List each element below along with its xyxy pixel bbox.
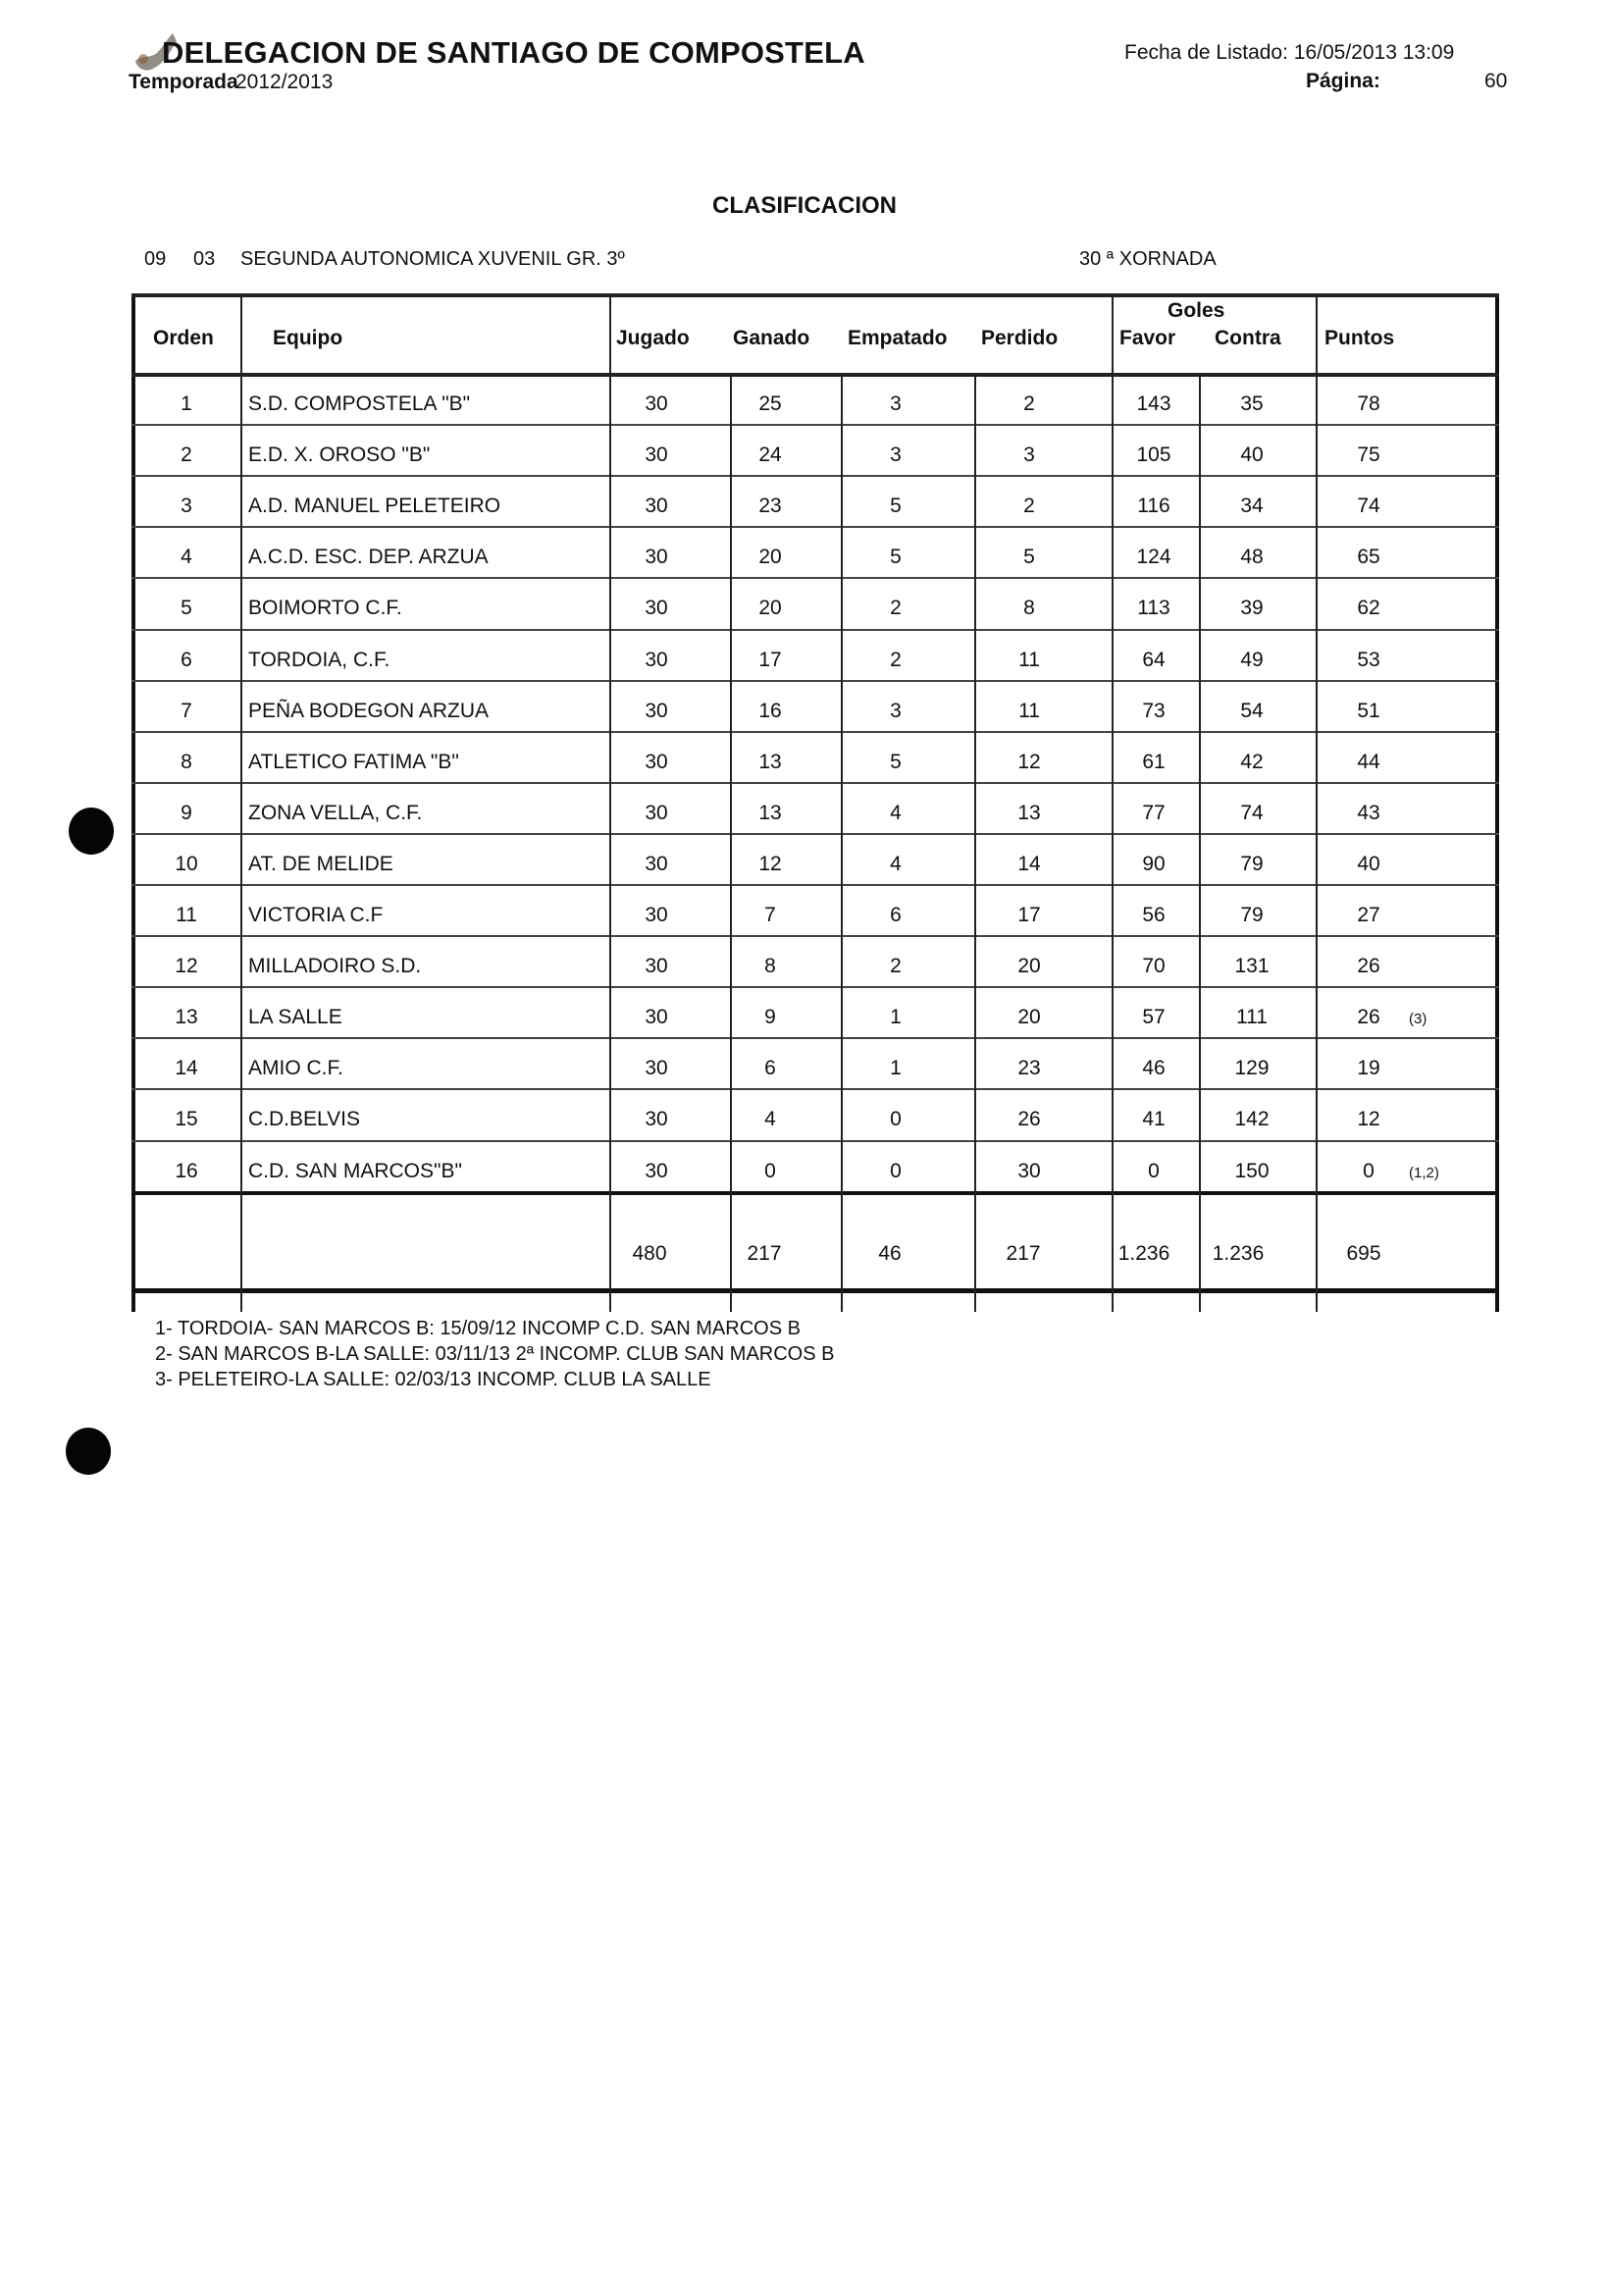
cell-puntos: 62 xyxy=(1357,597,1380,620)
cell-ganado: 17 xyxy=(758,648,782,671)
cell-orden: 4 xyxy=(181,546,192,569)
cell-orden: 2 xyxy=(181,444,192,467)
cell-perdido: 12 xyxy=(1017,750,1041,773)
cell-empatado: 2 xyxy=(890,955,902,978)
cell-puntos: 74 xyxy=(1357,495,1380,518)
cell-puntos: 51 xyxy=(1357,699,1380,722)
row-separator xyxy=(131,884,1499,886)
cell-perdido: 3 xyxy=(1023,444,1035,467)
cell-perdido: 14 xyxy=(1017,852,1041,875)
cell-perdido: 2 xyxy=(1023,495,1035,518)
cell-perdido: 5 xyxy=(1023,546,1035,569)
cell-jugado: 30 xyxy=(645,1006,668,1029)
season-value: 2012/2013 xyxy=(235,71,334,93)
header-equipo: Equipo xyxy=(273,327,343,349)
cell-orden: 11 xyxy=(176,904,197,926)
row-separator xyxy=(131,577,1499,579)
cell-jugado: 30 xyxy=(645,546,668,569)
cell-perdido: 13 xyxy=(1017,801,1041,824)
cell-empatado: 0 xyxy=(890,1159,902,1182)
cell-ganado: 24 xyxy=(758,444,782,467)
cell-empatado: 5 xyxy=(890,495,902,518)
cell-equipo: ZONA VELLA, C.F. xyxy=(248,801,423,824)
cell-orden: 14 xyxy=(175,1057,198,1080)
cell-puntos: 78 xyxy=(1357,392,1380,415)
cell-contra: 49 xyxy=(1240,648,1264,671)
row-separator xyxy=(131,1191,1499,1195)
cell-puntos: 12 xyxy=(1357,1108,1380,1131)
cell-equipo: PEÑA BODEGON ARZUA xyxy=(248,699,490,722)
total-ganado: 217 xyxy=(747,1242,782,1265)
cell-favor: 56 xyxy=(1142,904,1166,926)
cell-empatado: 4 xyxy=(890,852,902,875)
cell-perdido: 30 xyxy=(1017,1159,1041,1182)
cell-ganado: 8 xyxy=(764,955,776,978)
header-contra: Contra xyxy=(1215,327,1281,349)
cell-equipo: ATLETICO FATIMA "B" xyxy=(248,750,459,773)
cell-jugado: 30 xyxy=(645,699,668,722)
header-favor: Favor xyxy=(1119,327,1176,349)
total-puntos: 695 xyxy=(1346,1242,1381,1265)
cell-favor: 143 xyxy=(1136,392,1171,415)
hole-punch-top xyxy=(69,808,114,855)
cell-ganado: 16 xyxy=(758,699,782,722)
footnote-reference: (1,2) xyxy=(1409,1164,1439,1181)
cell-favor: 113 xyxy=(1137,597,1170,620)
cell-equipo: VICTORIA C.F xyxy=(248,904,384,926)
cell-contra: 42 xyxy=(1240,750,1264,773)
round-label: 30 ª XORNADA xyxy=(1079,248,1217,270)
cell-ganado: 0 xyxy=(764,1159,776,1182)
cell-contra: 131 xyxy=(1234,955,1270,978)
footnote-reference: (3) xyxy=(1409,1011,1427,1028)
cell-equipo: S.D. COMPOSTELA "B" xyxy=(248,392,471,415)
cell-equipo: MILLADOIRO S.D. xyxy=(248,955,422,978)
cell-ganado: 23 xyxy=(758,495,782,518)
cell-ganado: 20 xyxy=(758,597,782,620)
footnote-item: 2- SAN MARCOS B-LA SALLE: 03/11/13 2ª INCOMP. CLUB SAN MARCOS B xyxy=(155,1343,835,1365)
header-puntos: Puntos xyxy=(1324,327,1395,349)
header-bottom-border xyxy=(131,373,1499,377)
cell-favor: 61 xyxy=(1142,750,1166,773)
organization-title: DELEGACION DE SANTIAGO DE COMPOSTELA xyxy=(162,35,865,70)
cell-ganado: 4 xyxy=(764,1108,776,1131)
cell-contra: 54 xyxy=(1240,699,1264,722)
cell-puntos: 65 xyxy=(1357,546,1380,569)
cell-jugado: 30 xyxy=(645,852,668,875)
cell-contra: 34 xyxy=(1240,495,1264,518)
row-separator xyxy=(131,731,1499,733)
cell-orden: 5 xyxy=(181,597,192,620)
cell-ganado: 9 xyxy=(764,1006,776,1029)
cell-orden: 1 xyxy=(181,392,192,415)
cell-orden: 8 xyxy=(181,750,192,773)
cell-equipo: C.D. SAN MARCOS"B" xyxy=(248,1159,462,1182)
cell-empatado: 5 xyxy=(890,750,902,773)
report-title: CLASIFICACION xyxy=(712,192,897,219)
cell-jugado: 30 xyxy=(645,648,668,671)
row-separator xyxy=(131,1037,1499,1039)
row-separator xyxy=(131,526,1499,528)
cell-equipo: BOIMORTO C.F. xyxy=(248,597,402,620)
listing-date: Fecha de Listado: 16/05/2013 13:09 xyxy=(1124,41,1455,64)
cell-empatado: 2 xyxy=(890,597,902,620)
cell-ganado: 13 xyxy=(758,750,782,773)
row-separator xyxy=(131,833,1499,835)
cell-equipo: E.D. X. OROSO "B" xyxy=(248,444,431,467)
cell-empatado: 4 xyxy=(890,801,902,824)
cell-orden: 16 xyxy=(175,1159,198,1182)
cell-jugado: 30 xyxy=(645,444,668,467)
cell-ganado: 12 xyxy=(758,852,782,875)
cell-favor: 73 xyxy=(1142,699,1166,722)
competition-name: SEGUNDA AUTONOMICA XUVENIL GR. 3º xyxy=(240,248,625,270)
cell-equipo: A.D. MANUEL PELETEIRO xyxy=(248,495,501,518)
total-contra: 1.236 xyxy=(1212,1242,1265,1265)
cell-puntos: 40 xyxy=(1357,852,1380,875)
cell-perdido: 11 xyxy=(1018,699,1040,722)
page-number: 60 xyxy=(1484,70,1508,92)
cell-equipo: AT. DE MELIDE xyxy=(248,852,393,875)
cell-empatado: 6 xyxy=(890,904,902,926)
cell-favor: 105 xyxy=(1136,444,1171,467)
competition-code-1: 09 xyxy=(144,248,167,270)
cell-perdido: 17 xyxy=(1017,904,1041,926)
cell-favor: 57 xyxy=(1142,1006,1166,1029)
cell-perdido: 20 xyxy=(1017,955,1041,978)
cell-perdido: 26 xyxy=(1017,1108,1041,1131)
cell-puntos: 19 xyxy=(1357,1057,1380,1080)
cell-favor: 124 xyxy=(1136,546,1171,569)
row-separator xyxy=(131,935,1499,937)
cell-favor: 90 xyxy=(1142,852,1166,875)
cell-contra: 74 xyxy=(1240,801,1264,824)
cell-puntos: 26 xyxy=(1357,1006,1380,1029)
cell-jugado: 30 xyxy=(645,392,668,415)
footnote-item: 3- PELETEIRO-LA SALLE: 02/03/13 INCOMP. CLUB LA SALLE xyxy=(155,1369,711,1390)
season-label: Temporada xyxy=(129,71,238,93)
header-empatado: Empatado xyxy=(848,327,948,349)
cell-contra: 79 xyxy=(1240,852,1264,875)
cell-empatado: 2 xyxy=(890,648,902,671)
cell-jugado: 30 xyxy=(645,1108,668,1131)
cell-ganado: 13 xyxy=(758,801,782,824)
row-separator xyxy=(131,680,1499,682)
cell-puntos: 0 xyxy=(1363,1159,1375,1182)
cell-jugado: 30 xyxy=(645,495,668,518)
cell-puntos: 26 xyxy=(1357,955,1380,978)
cell-contra: 35 xyxy=(1240,392,1264,415)
cell-ganado: 25 xyxy=(758,392,782,415)
cell-orden: 6 xyxy=(181,648,192,671)
cell-contra: 150 xyxy=(1234,1159,1270,1182)
cell-contra: 111 xyxy=(1236,1006,1268,1029)
table-frame-right xyxy=(1495,293,1499,1312)
cell-perdido: 11 xyxy=(1018,648,1040,671)
cell-puntos: 27 xyxy=(1357,904,1380,926)
cell-perdido: 8 xyxy=(1023,597,1035,620)
cell-jugado: 30 xyxy=(645,1057,668,1080)
total-jugado: 480 xyxy=(632,1242,667,1265)
row-separator xyxy=(131,782,1499,784)
cell-puntos: 75 xyxy=(1357,444,1380,467)
cell-empatado: 3 xyxy=(890,392,902,415)
cell-empatado: 3 xyxy=(890,699,902,722)
cell-jugado: 30 xyxy=(645,955,668,978)
cell-empatado: 3 xyxy=(890,444,902,467)
cell-orden: 12 xyxy=(175,955,198,978)
cell-puntos: 53 xyxy=(1357,648,1380,671)
row-separator xyxy=(131,1088,1499,1090)
cell-contra: 40 xyxy=(1240,444,1264,467)
cell-orden: 13 xyxy=(175,1006,198,1029)
cell-favor: 77 xyxy=(1142,801,1166,824)
cell-jugado: 30 xyxy=(645,904,668,926)
cell-puntos: 43 xyxy=(1357,801,1380,824)
cell-equipo: AMIO C.F. xyxy=(248,1057,343,1080)
cell-favor: 70 xyxy=(1142,955,1166,978)
header-ganado: Ganado xyxy=(733,327,810,349)
cell-contra: 79 xyxy=(1240,904,1264,926)
cell-perdido: 2 xyxy=(1023,392,1035,415)
cell-empatado: 1 xyxy=(890,1057,902,1080)
cell-ganado: 20 xyxy=(758,546,782,569)
cell-empatado: 0 xyxy=(890,1108,902,1131)
cell-equipo: LA SALLE xyxy=(248,1006,342,1029)
header-perdido: Perdido xyxy=(981,327,1059,349)
header-jugado: Jugado xyxy=(616,327,690,349)
row-separator xyxy=(131,1140,1499,1142)
cell-jugado: 30 xyxy=(645,750,668,773)
cell-jugado: 30 xyxy=(645,1159,668,1182)
cell-favor: 46 xyxy=(1142,1057,1166,1080)
cell-orden: 3 xyxy=(181,495,192,518)
cell-jugado: 30 xyxy=(645,597,668,620)
header-goles: Goles xyxy=(1168,299,1225,322)
page-label: Página: xyxy=(1306,70,1380,92)
cell-favor: 116 xyxy=(1137,495,1170,518)
cell-contra: 129 xyxy=(1234,1057,1270,1080)
cell-orden: 9 xyxy=(181,801,192,824)
total-perdido: 217 xyxy=(1006,1242,1041,1265)
row-separator xyxy=(131,629,1499,631)
cell-contra: 48 xyxy=(1240,546,1264,569)
table-top-border xyxy=(131,293,1499,297)
cell-favor: 41 xyxy=(1142,1108,1166,1131)
competition-code-2: 03 xyxy=(193,248,216,270)
cell-contra: 142 xyxy=(1234,1108,1270,1131)
cell-ganado: 7 xyxy=(764,904,776,926)
cell-favor: 64 xyxy=(1142,648,1166,671)
cell-perdido: 20 xyxy=(1017,1006,1041,1029)
cell-orden: 10 xyxy=(175,852,198,875)
row-separator xyxy=(131,986,1499,988)
totals-bottom-border xyxy=(131,1288,1499,1293)
cell-ganado: 6 xyxy=(764,1057,776,1080)
total-favor: 1.236 xyxy=(1117,1242,1170,1265)
cell-equipo: C.D.BELVIS xyxy=(248,1108,360,1131)
cell-perdido: 23 xyxy=(1017,1057,1041,1080)
hole-punch-bottom xyxy=(66,1428,111,1475)
cell-empatado: 1 xyxy=(890,1006,902,1029)
row-separator xyxy=(131,424,1499,426)
cell-equipo: A.C.D. ESC. DEP. ARZUA xyxy=(248,546,489,569)
cell-orden: 7 xyxy=(181,699,192,722)
cell-equipo: TORDOIA, C.F. xyxy=(248,648,390,671)
cell-puntos: 44 xyxy=(1357,750,1380,773)
cell-empatado: 5 xyxy=(890,546,902,569)
total-empatado: 46 xyxy=(878,1242,902,1265)
row-separator xyxy=(131,475,1499,477)
cell-favor: 0 xyxy=(1148,1159,1160,1182)
cell-jugado: 30 xyxy=(645,801,668,824)
cell-orden: 15 xyxy=(175,1108,198,1131)
footnote-item: 1- TORDOIA- SAN MARCOS B: 15/09/12 INCOMP C.D. SAN MARCOS B xyxy=(155,1318,801,1339)
cell-contra: 39 xyxy=(1240,597,1264,620)
header-orden: Orden xyxy=(153,327,214,349)
